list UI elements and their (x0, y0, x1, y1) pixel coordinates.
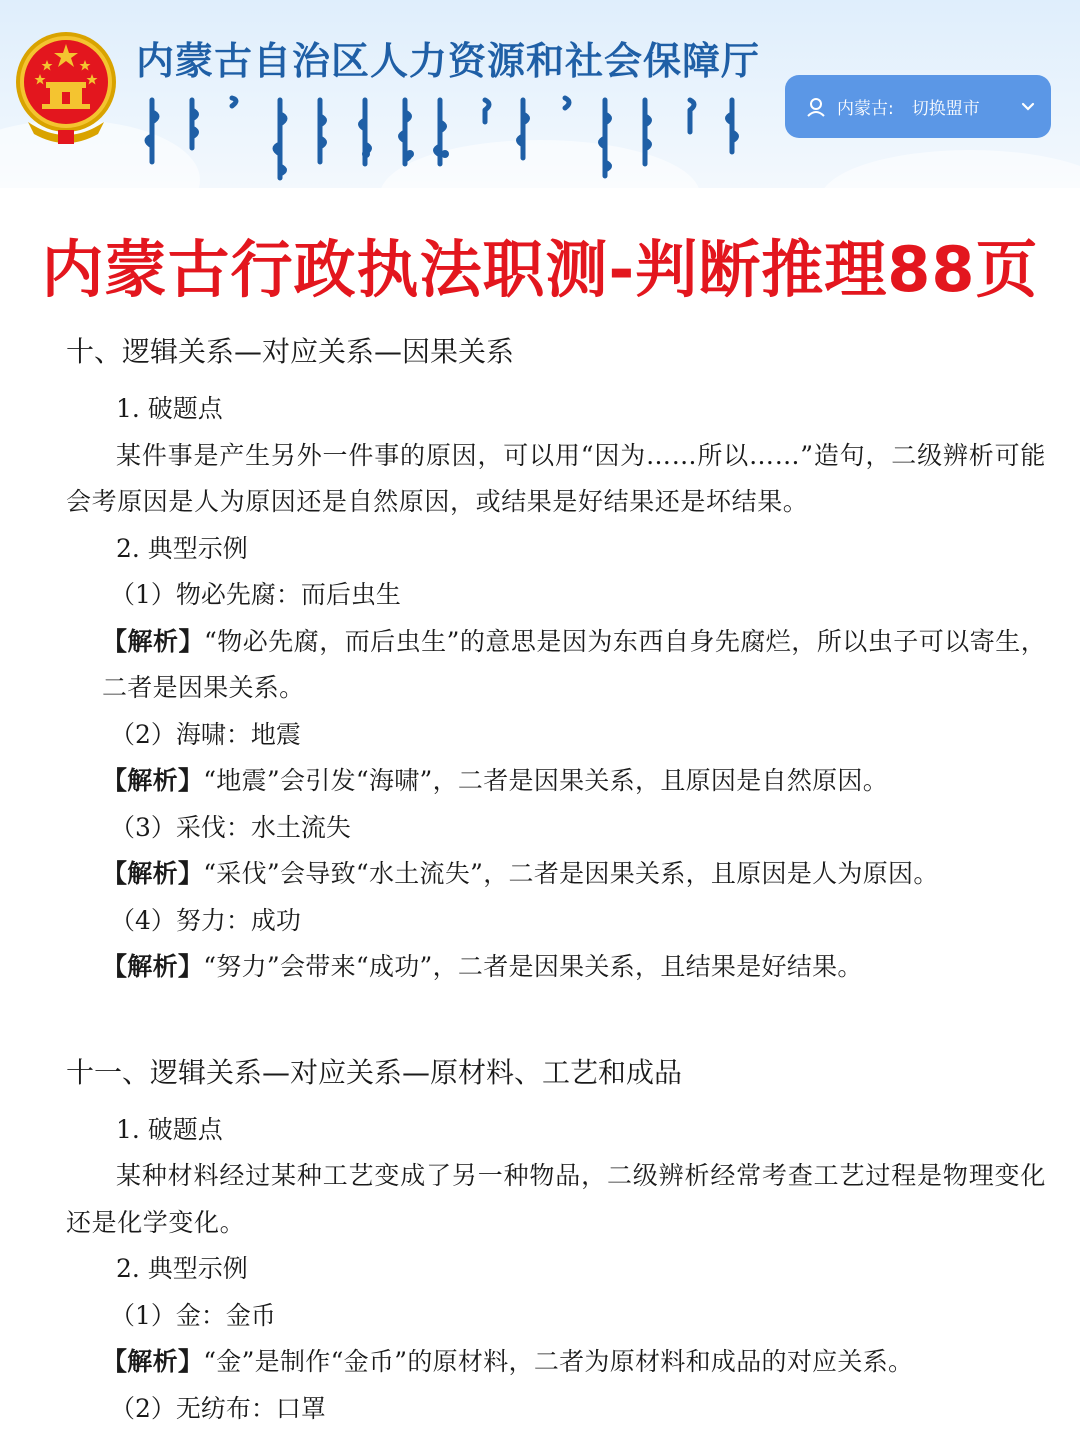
example-analysis (66, 944, 1046, 991)
analysis-text: “物必先腐，而后虫生”的意思是因为东西自身先腐烂，所以虫子可以寄生，二者是因果关系。 (102, 626, 1047, 702)
examples-label: 2. 典型示例 (116, 533, 248, 563)
analysis-tag: 【解析】 (102, 952, 204, 981)
location-pin-icon (805, 96, 827, 118)
analysis-text: “努力”会带来“成功”，二者是因果关系，且结果是好结果。 (203, 952, 863, 981)
analysis-text: “地震”会引发“海啸”，二者是因果关系，且原因是自然原因。 (203, 766, 889, 795)
analysis-text: “采伐”会导致“水土流失”，二者是因果关系，且原因是人为原因。 (203, 859, 939, 888)
document-body (66, 330, 1046, 1432)
example-item: （3）采伐：水土流失 (110, 812, 351, 842)
example-analysis (66, 758, 1046, 805)
analysis-tag: 【解析】 (102, 626, 204, 656)
analysis-tag: 【解析】 (102, 859, 204, 888)
example-analysis (66, 851, 1046, 898)
example-item: （2）无纺布：口罩 (110, 1393, 326, 1423)
example-item: （1）物必先腐：而后虫生 (110, 580, 401, 609)
site-header (0, 0, 1080, 188)
region-label: 内蒙古: (837, 99, 894, 119)
switch-region-label: 切换盟市 (911, 99, 980, 119)
point-text: 某种材料经过某种工艺变成了另一种物品，二级辨析经常考查工艺过程是物理变化还是化学变化。 (66, 1161, 1046, 1237)
example-item: （1）金：金币 (110, 1300, 276, 1330)
point-label: 1. 破题点 (116, 1114, 223, 1144)
agency-title: 内蒙古自治区人力资源和社会保障厅 (136, 39, 761, 83)
point-label: 1. 破题点 (116, 394, 223, 423)
page-title: 内蒙古行政执法职测-判断推理88页 (41, 233, 1039, 306)
national-emblem (14, 30, 118, 148)
section-heading: 十、逻辑关系—对应关系—因果关系 (66, 335, 515, 368)
point-text: 某件事是产生另外一件事的原因，可以用“因为……所以……”造句，二级辨析可能会考原因是人为原因还是自然原因，或结果是好结果还是坏结果。 (66, 440, 1046, 516)
example-item: （4）努力：成功 (110, 905, 301, 935)
section-heading: 十一、逻辑关系—对应关系—原材料、工艺和成品 (66, 1055, 683, 1089)
analysis-tag: 【解析】 (102, 1347, 204, 1376)
region-switch-button[interactable] (785, 75, 1051, 138)
analysis-text: “金”是制作“金币”的原材料，二者为原材料和成品的对应关系。 (203, 1347, 914, 1376)
example-analysis (66, 1339, 1046, 1386)
examples-label: 2. 典型示例 (116, 1254, 248, 1283)
example-analysis (66, 619, 1046, 712)
chevron-down-icon (1021, 100, 1035, 114)
example-item: （2）海啸：地震 (110, 719, 301, 749)
cloud-decoration (820, 150, 1080, 188)
mongolian-script-title (140, 92, 750, 182)
analysis-tag: 【解析】 (102, 766, 204, 795)
